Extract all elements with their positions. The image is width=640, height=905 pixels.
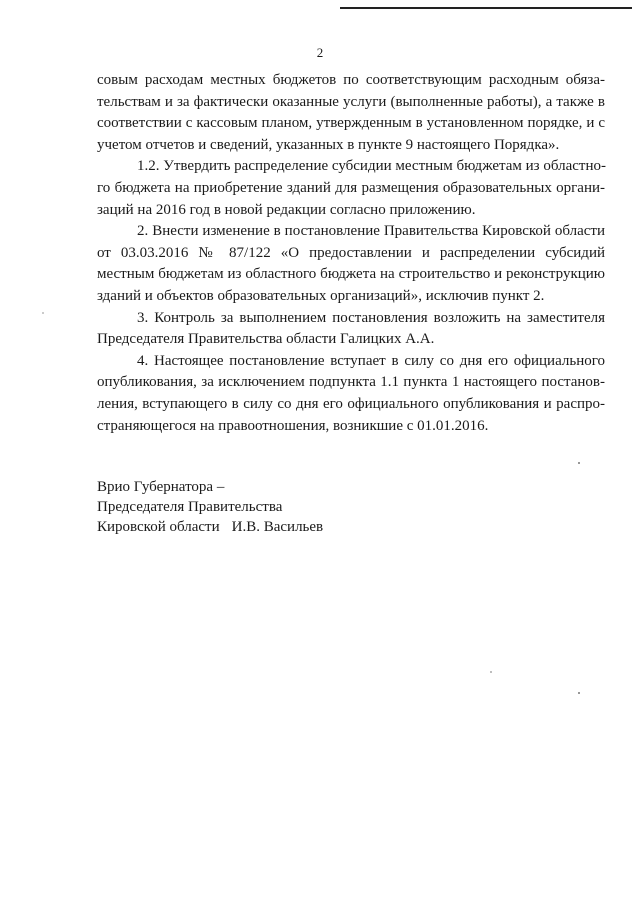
text-line: Председателя Правительства области Галицких А.А.: [97, 331, 435, 348]
text-line: соответствии с кассовым планом, утвержденным в установленном порядке, и с: [97, 115, 605, 132]
paragraph-item-2: [97, 221, 605, 307]
text-line: совым расходам местных бюджетов по соответствующим расходным обяза-: [97, 72, 605, 88]
signature-position-line: Председателя Правительства: [97, 499, 283, 515]
text-line: тельствам и за фактически оказанные услуги (выполненные работы), а также в: [97, 93, 605, 110]
text-line: от 03.03.2016 № 87/122 «О предоставлении и распределении субсидий: [97, 244, 605, 261]
text-line: страняющегося на правоотношения, возникшие с 01.01.2016.: [97, 417, 489, 434]
text-line: заций на 2016 год в новой редакции согласно приложению.: [97, 201, 476, 218]
signature-block: [97, 477, 323, 537]
scan-speck: [490, 671, 492, 673]
scan-speck: [578, 462, 580, 464]
text-line: учетом отчетов и сведений, указанных в пункте 9 настоящего Порядка».: [97, 136, 560, 153]
signature-title-line: Врио Губернатора –: [97, 479, 225, 495]
document-body: [97, 70, 605, 437]
signature-name: И.В. Васильев: [231, 519, 324, 535]
paragraph-continuation: [97, 70, 605, 156]
signature-org-name-line: [97, 517, 323, 537]
text-line: 1.2. Утвердить распределение субсидии местным бюджетам из областно-: [137, 158, 606, 175]
page-number: 2: [316, 45, 324, 60]
text-line: 3. Контроль за выполнением постановления возложить на заместителя: [137, 309, 605, 326]
text-line: ления, вступающего в силу со дня его официального опубликования и распро-: [97, 395, 605, 412]
top-rule: [340, 7, 632, 9]
paragraph-item-4: [97, 351, 605, 437]
text-line: 4. Настоящее постановление вступает в силу со дня его официального: [137, 352, 605, 369]
text-line: опубликования, за исключением подпункта 1.1 пункта 1 настоящего постанов-: [97, 374, 605, 391]
scan-speck: [578, 692, 580, 694]
scan-speck: [42, 312, 44, 314]
paragraph-item-3: [97, 308, 605, 351]
text-line: местным бюджетам из областного бюджета на строительство и реконструкцию: [97, 266, 605, 283]
paragraph-item-1-2: [97, 156, 605, 221]
text-line: зданий и объектов образовательных организаций», исключив пункт 2.: [97, 287, 545, 304]
text-line: 2. Внести изменение в постановление Правительства Кировской области: [137, 223, 605, 240]
text-line: го бюджета на приобретение зданий для размещения образовательных органи-: [97, 179, 605, 196]
signature-org: Кировской области: [97, 519, 220, 535]
